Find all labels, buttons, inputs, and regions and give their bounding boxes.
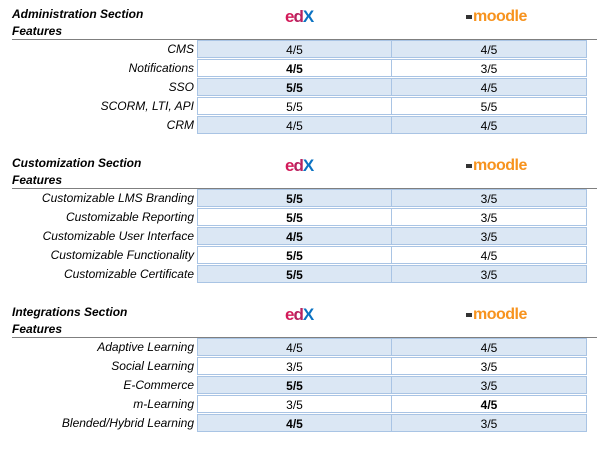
moodle-score: 3/5 — [392, 265, 587, 283]
feature-label: Adaptive Learning — [97, 340, 194, 354]
table-row — [12, 414, 597, 433]
moodle-score: 4/5 — [392, 116, 587, 134]
moodle-logo: moodle — [466, 157, 527, 175]
feature-label: Social Learning — [111, 359, 194, 373]
moodle-logo: moodle — [466, 8, 527, 26]
edx-logo: edX — [285, 7, 314, 26]
section-title: Integrations Section Features — [12, 305, 128, 336]
table-row — [12, 338, 597, 357]
edx-score: 5/5 — [197, 265, 392, 283]
edx-score: 5/5 — [197, 189, 392, 207]
feature-label: Notifications — [128, 61, 194, 75]
edx-score: 4/5 — [197, 59, 392, 77]
feature-label: Blended/Hybrid Learning — [61, 416, 194, 430]
moodle-score: 4/5 — [392, 78, 587, 96]
feature-label: E-Commerce — [123, 378, 194, 392]
feature-table — [12, 188, 597, 284]
moodle-score: 3/5 — [392, 357, 587, 375]
moodle-score: 5/5 — [392, 97, 587, 115]
table-row — [12, 208, 597, 227]
feature-label: Customizable LMS Branding — [41, 191, 194, 205]
moodle-score: 3/5 — [392, 189, 587, 207]
edx-score: 3/5 — [197, 357, 392, 375]
feature-label: Customizable Reporting — [65, 210, 194, 224]
table-row — [12, 116, 597, 135]
feature-label: CMS — [167, 42, 194, 56]
table-row — [12, 395, 597, 414]
edx-score: 4/5 — [197, 338, 392, 356]
table-row — [12, 97, 597, 116]
table-row — [12, 40, 597, 59]
edx-score: 5/5 — [197, 208, 392, 226]
edx-logo: edX — [285, 305, 314, 324]
moodle-score: 4/5 — [392, 338, 587, 356]
table-row — [12, 357, 597, 376]
table-row — [12, 227, 597, 246]
edx-logo: edX — [285, 156, 314, 175]
feature-table — [12, 337, 597, 433]
edx-score: 5/5 — [197, 78, 392, 96]
table-row — [12, 189, 597, 208]
moodle-score: 3/5 — [392, 414, 587, 432]
feature-label: SSO — [168, 80, 194, 94]
moodle-score: 3/5 — [392, 59, 587, 77]
table-row — [12, 265, 597, 284]
feature-label: Customizable User Interface — [42, 229, 194, 243]
edx-score: 3/5 — [197, 395, 392, 413]
edx-score: 5/5 — [197, 97, 392, 115]
moodle-score: 4/5 — [392, 246, 587, 264]
edx-score: 5/5 — [197, 246, 392, 264]
edx-score: 5/5 — [197, 376, 392, 394]
feature-label: m-Learning — [133, 397, 194, 411]
moodle-score: 3/5 — [392, 208, 587, 226]
feature-label: Customizable Certificate — [63, 267, 194, 281]
section-title: Customization Section Features — [12, 156, 142, 187]
moodle-logo: moodle — [466, 306, 527, 324]
table-row — [12, 246, 597, 265]
feature-label: SCORM, LTI, API — [100, 99, 194, 113]
feature-table — [12, 39, 597, 135]
section-title: Administration Section Features — [12, 7, 144, 38]
moodle-score: 3/5 — [392, 376, 587, 394]
table-row — [12, 59, 597, 78]
edx-score: 4/5 — [197, 414, 392, 432]
moodle-score: 3/5 — [392, 227, 587, 245]
moodle-score: 4/5 — [392, 395, 587, 413]
edx-score: 4/5 — [197, 40, 392, 58]
edx-score: 4/5 — [197, 227, 392, 245]
moodle-score: 4/5 — [392, 40, 587, 58]
table-row — [12, 376, 597, 395]
table-row — [12, 78, 597, 97]
feature-label: CRM — [166, 118, 194, 132]
feature-label: Customizable Functionality — [50, 248, 194, 262]
edx-score: 4/5 — [197, 116, 392, 134]
